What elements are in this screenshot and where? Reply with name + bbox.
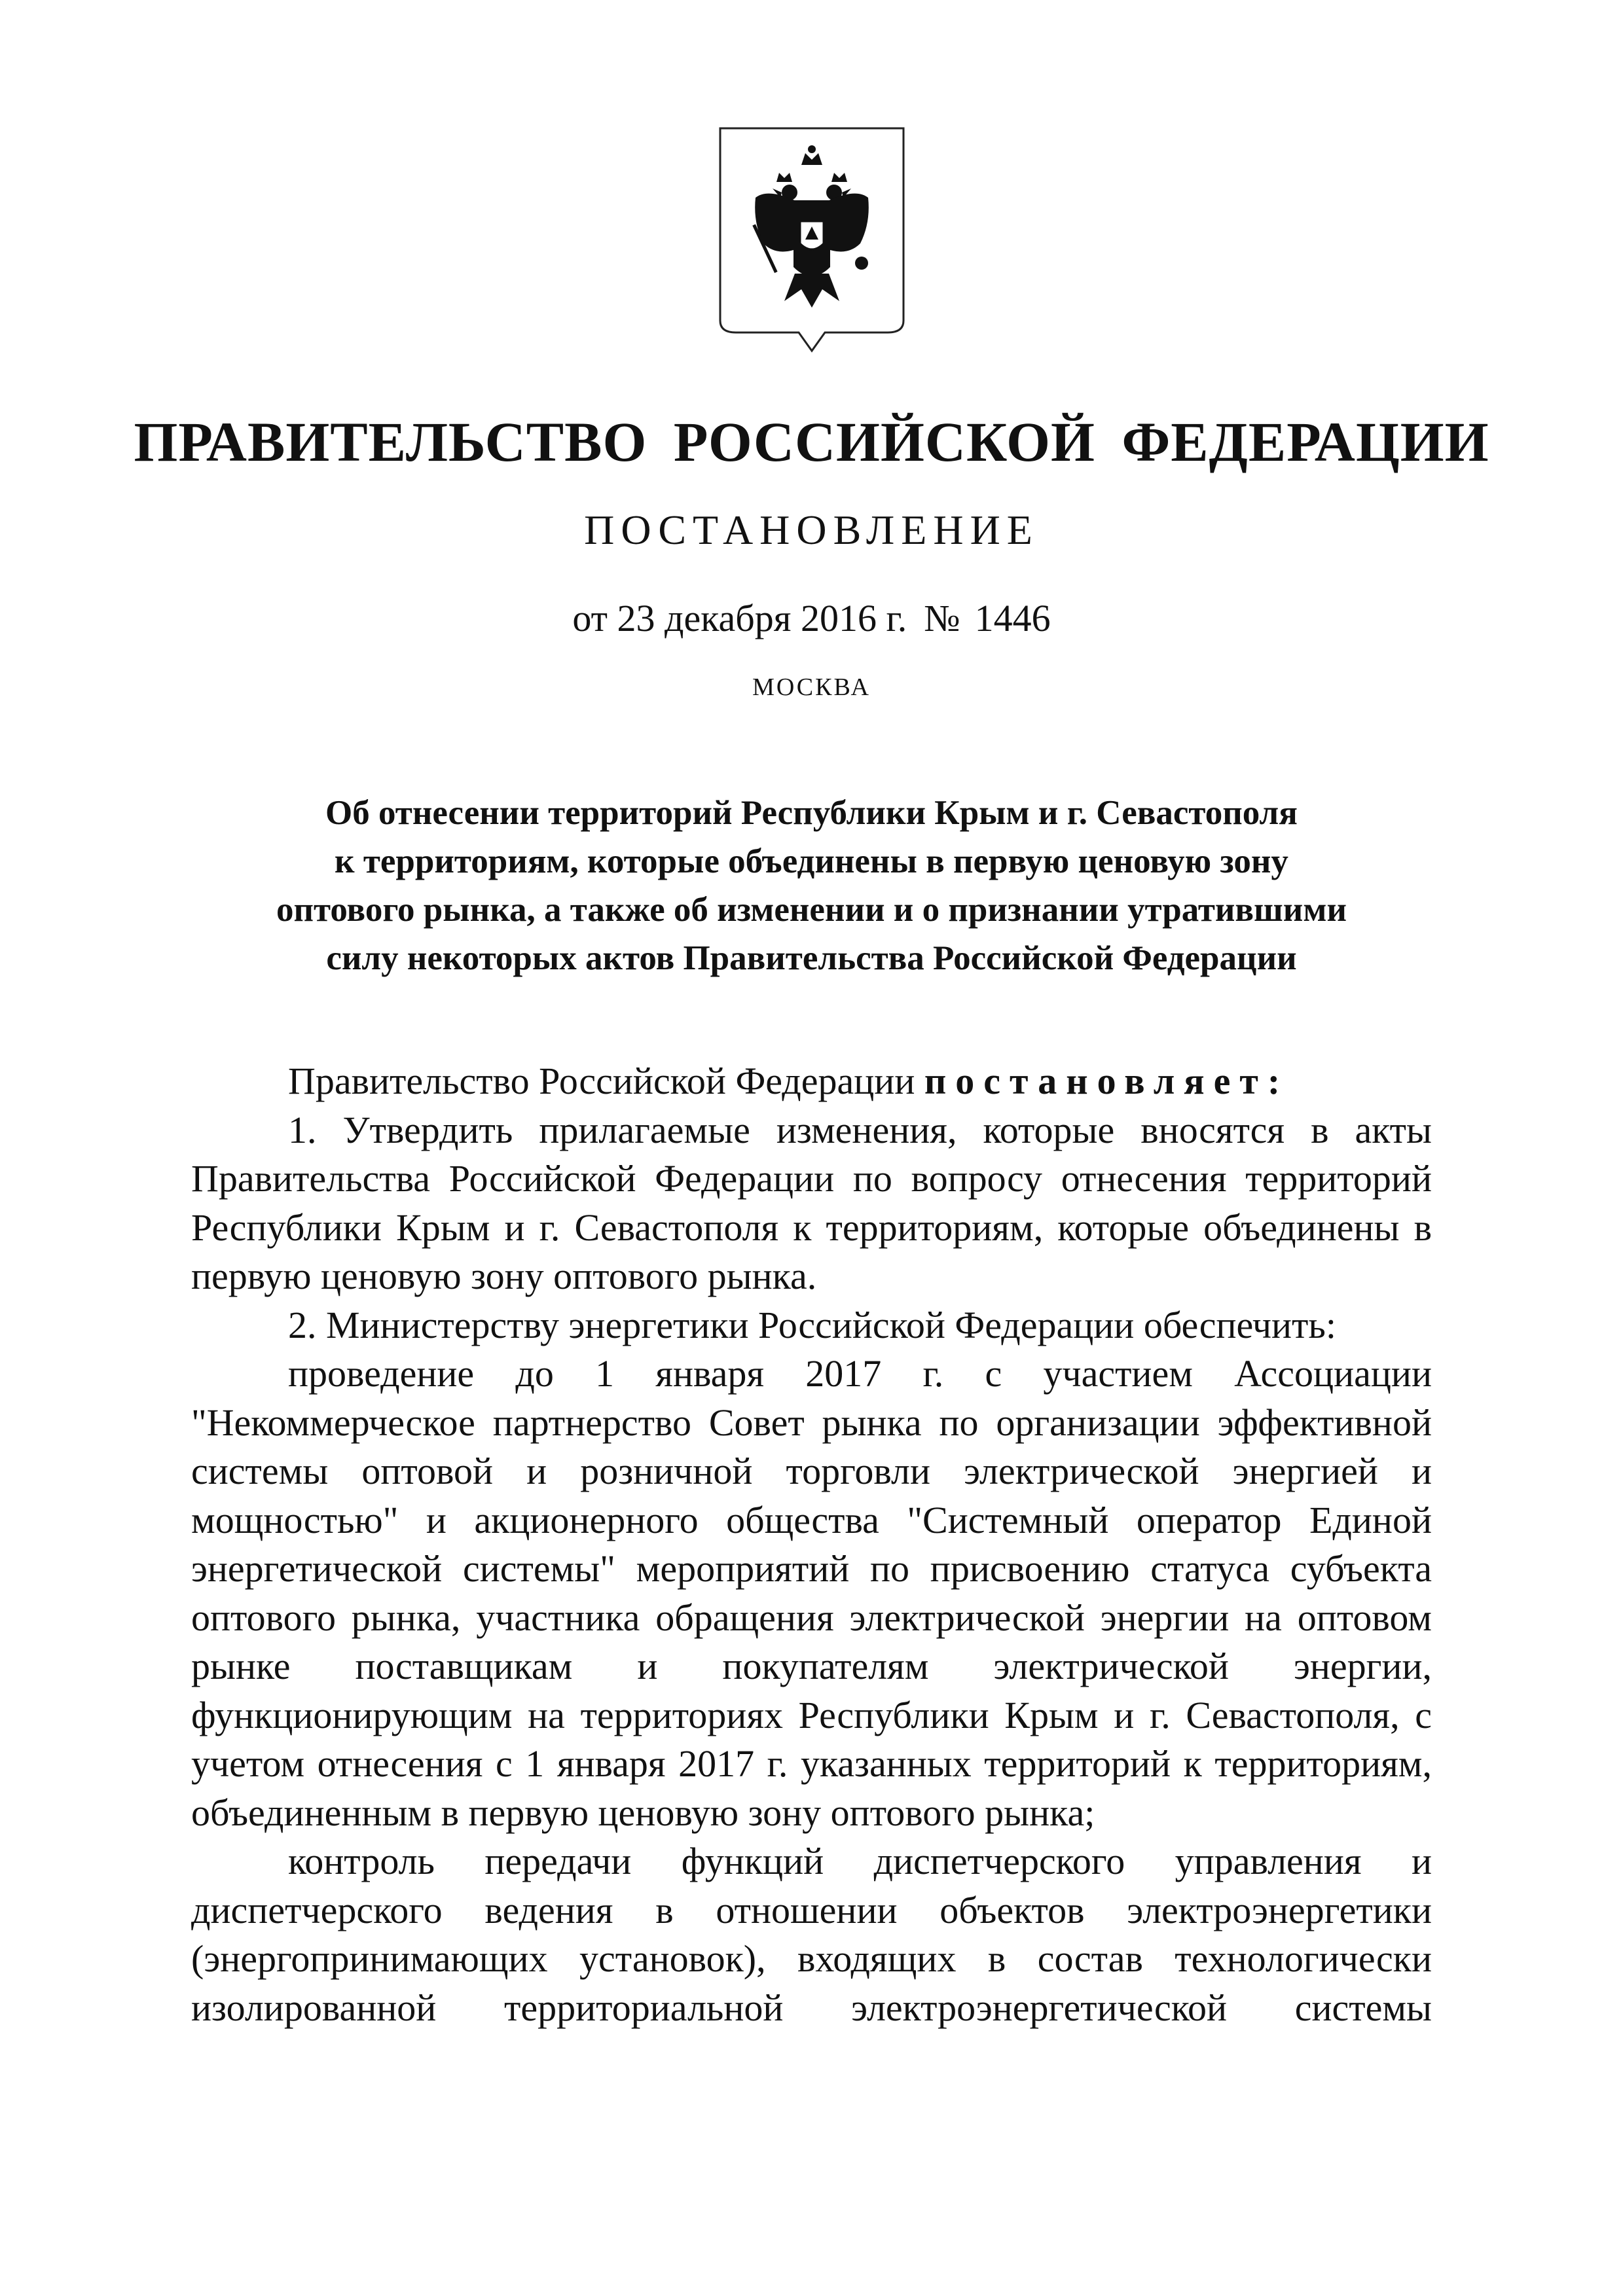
- paragraph-2: 2. Министерству энергетики Российской Федерации обеспечить:: [288, 1303, 1336, 1346]
- government-title: ПРАВИТЕЛЬСТВО РОССИЙСКОЙ ФЕДЕРАЦИИ: [134, 410, 1489, 473]
- document-type: ПОСТАНОВЛЕНИЕ: [584, 507, 1039, 553]
- subject-line: к территориям, которые объединены в первую ценовую зону: [335, 842, 1288, 880]
- decrees-word: постановляет:: [924, 1060, 1290, 1102]
- document-date-number: [0, 592, 1623, 645]
- document-number: 1446: [974, 597, 1051, 639]
- paragraph-2-item-2: контроль передачи функций диспетчерского управления и диспетчерского ведения в отношении объектов электроэнергетики (энергопринимающих установок), входящих в состав технологически изолированной территориальной электроэнергетической системы: [191, 1840, 1432, 2029]
- coat-of-arms-emblem: [716, 124, 907, 357]
- document-subject: [0, 789, 1623, 982]
- document-city: МОСКВА: [752, 673, 871, 701]
- paragraph-1: 1. Утвердить прилагаемые изменения, которые вносятся в акты Правительства Российской Федерации по вопросу отнесения территорий Республики Крым и г. Севастополя к территориям, которые объединены в первую ценовую зону оптового рынка.: [191, 1108, 1432, 1297]
- document-date: от 23 декабря 2016 г.: [572, 597, 907, 639]
- subject-line: силу некоторых актов Правительства Российской Федерации: [326, 939, 1297, 977]
- subject-line: оптового рынка, а также об изменении и о признании утратившими: [276, 891, 1347, 929]
- intro-text: Правительство Российской Федерации: [288, 1060, 915, 1102]
- subject-line: Об отнесении территорий Республики Крым и г. Севастополя: [325, 794, 1298, 832]
- number-sign: №: [924, 597, 960, 639]
- paragraph-2-item-1: проведение до 1 января 2017 г. с участием Ассоциации "Некоммерческое партнерство Совет рынка по организации эффективной системы оптовой и розничной торговли электрической энергией и мощностью" и акционерного общества "Системный оператор Единой энергетической системы" мероприятий по присвоению статуса субъекта оптового рынка, участника обращения электрической энергии на оптовом рынке поставщикам и покупателям электрической энергии, функционирующим на территориях Республики Крым и г. Севастополя, с учетом отнесения с 1 января 2017 г. указанных территорий к территориям, объединенным в первую ценовую зону оптового рынка;: [191, 1352, 1432, 1834]
- document-body: [191, 1057, 1432, 2032]
- intro-paragraph: [191, 1057, 1432, 1106]
